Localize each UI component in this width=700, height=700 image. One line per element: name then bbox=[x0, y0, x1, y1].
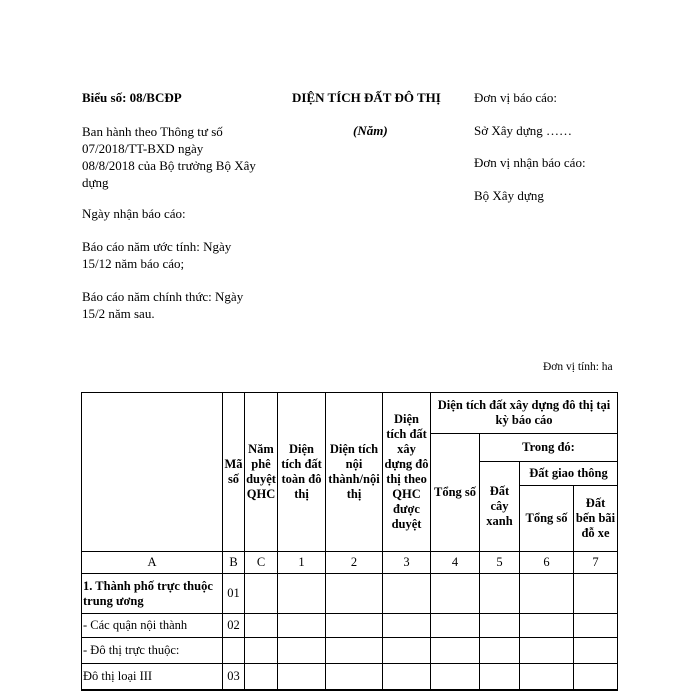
row-label: - Đô thị trực thuộc: bbox=[82, 638, 223, 664]
header-dat-ben-bai: Đất bến bãi đỗ xe bbox=[574, 486, 618, 552]
data-cell bbox=[326, 638, 383, 664]
data-cell bbox=[278, 638, 326, 664]
index-cell: 1 bbox=[278, 552, 326, 574]
header-dat-giao-thong: Đất giao thông bbox=[520, 462, 618, 486]
estimate-report-text bbox=[82, 238, 231, 272]
data-cell bbox=[574, 664, 618, 690]
data-cell bbox=[431, 664, 480, 690]
data-cell bbox=[431, 614, 480, 638]
document-title: DIỆN TÍCH ĐẤT ĐÔ THỊ bbox=[292, 90, 441, 105]
data-cell bbox=[245, 574, 278, 614]
issued-by-text bbox=[82, 123, 282, 191]
issued-by-line: Ban hành theo Thông tư số bbox=[82, 124, 223, 139]
receive-date-label: Ngày nhận báo cáo: bbox=[82, 206, 186, 221]
header-ma-so: Mã số bbox=[223, 393, 245, 552]
data-cell bbox=[574, 638, 618, 664]
data-cell bbox=[480, 638, 520, 664]
data-cell bbox=[326, 664, 383, 690]
row-code: 02 bbox=[223, 614, 245, 638]
data-cell bbox=[480, 664, 520, 690]
data-cell bbox=[326, 574, 383, 614]
row-label: - Các quận nội thành bbox=[82, 614, 223, 638]
data-cell bbox=[574, 574, 618, 614]
index-cell: 5 bbox=[480, 552, 520, 574]
data-cell bbox=[326, 614, 383, 638]
issued-by-line: 08/8/2018 của Bộ trưởng Bộ Xây bbox=[82, 158, 256, 173]
row-label: Đô thị loại III bbox=[82, 664, 223, 690]
index-cell: 2 bbox=[326, 552, 383, 574]
reporting-unit-value: Sở Xây dựng …… bbox=[474, 123, 573, 138]
row-code: 01 bbox=[223, 574, 245, 614]
official-report-text bbox=[82, 288, 243, 322]
table-row bbox=[82, 664, 618, 690]
reporting-unit-label: Đơn vị báo cáo: bbox=[474, 90, 558, 105]
data-cell bbox=[278, 664, 326, 690]
table-row bbox=[82, 574, 618, 614]
form-number: Biểu số: 08/BCĐP bbox=[82, 90, 182, 105]
data-cell bbox=[520, 574, 574, 614]
index-cell: B bbox=[223, 552, 245, 574]
index-cell: A bbox=[82, 552, 223, 574]
report-period: (Năm) bbox=[353, 123, 388, 138]
data-cell bbox=[278, 614, 326, 638]
index-cell: C bbox=[245, 552, 278, 574]
row-code: 03 bbox=[223, 664, 245, 690]
data-cell bbox=[431, 638, 480, 664]
data-cell bbox=[383, 614, 431, 638]
table-row bbox=[82, 638, 618, 664]
land-area-table bbox=[81, 392, 618, 691]
header-giao-thong-tong-so: Tổng số bbox=[520, 486, 574, 552]
index-cell: 4 bbox=[431, 552, 480, 574]
data-cell bbox=[520, 664, 574, 690]
issued-by-line: dựng bbox=[82, 175, 109, 190]
header-empty-cell bbox=[82, 393, 223, 552]
header-dien-tich-toan-do-thi: Diện tích đất toàn đô thị bbox=[278, 393, 326, 552]
unit-note: Đơn vị tính: ha bbox=[543, 361, 613, 373]
header-nam-phe-duyet: Năm phê duyệt QHC bbox=[245, 393, 278, 552]
header-tong-so: Tổng số bbox=[431, 434, 480, 552]
data-cell bbox=[245, 614, 278, 638]
data-cell bbox=[431, 574, 480, 614]
index-row bbox=[82, 552, 618, 574]
receiving-unit-label: Đơn vị nhận báo cáo: bbox=[474, 155, 586, 170]
issued-by-line: 07/2018/TT-BXD ngày bbox=[82, 141, 204, 156]
data-cell bbox=[480, 614, 520, 638]
data-cell bbox=[383, 638, 431, 664]
header-dat-cay-xanh: Đất cây xanh bbox=[480, 462, 520, 552]
data-cell bbox=[520, 614, 574, 638]
data-cell bbox=[383, 574, 431, 614]
data-cell bbox=[574, 614, 618, 638]
official-report-line: 15/2 năm sau. bbox=[82, 306, 155, 321]
index-cell: 7 bbox=[574, 552, 618, 574]
header-trong-do: Trong đó: bbox=[480, 434, 618, 462]
table-row bbox=[82, 614, 618, 638]
index-cell: 3 bbox=[383, 552, 431, 574]
estimate-report-line: Báo cáo năm ước tính: Ngày bbox=[82, 239, 232, 254]
row-label: 1. Thành phố trực thuộc trung ương bbox=[82, 574, 223, 614]
header-dien-tich-xay-dung-qhc: Diện tích đất xây dựng đô thị theo QHC được duyệt bbox=[383, 393, 431, 552]
header-dien-tich-ky-bao-cao: Diện tích đất xây dựng đô thị tại kỳ báo cáo bbox=[431, 393, 618, 434]
data-cell bbox=[520, 638, 574, 664]
index-cell: 6 bbox=[520, 552, 574, 574]
estimate-report-line: 15/12 năm báo cáo; bbox=[82, 256, 185, 271]
data-cell bbox=[245, 638, 278, 664]
data-cell bbox=[480, 574, 520, 614]
data-cell bbox=[245, 664, 278, 690]
row-code bbox=[223, 638, 245, 664]
official-report-line: Báo cáo năm chính thức: Ngày bbox=[82, 289, 244, 304]
header-dien-tich-noi-thanh: Diện tích nội thành/nội thị bbox=[326, 393, 383, 552]
data-cell bbox=[278, 574, 326, 614]
data-cell bbox=[383, 664, 431, 690]
receiving-unit-value: Bộ Xây dựng bbox=[474, 188, 544, 203]
